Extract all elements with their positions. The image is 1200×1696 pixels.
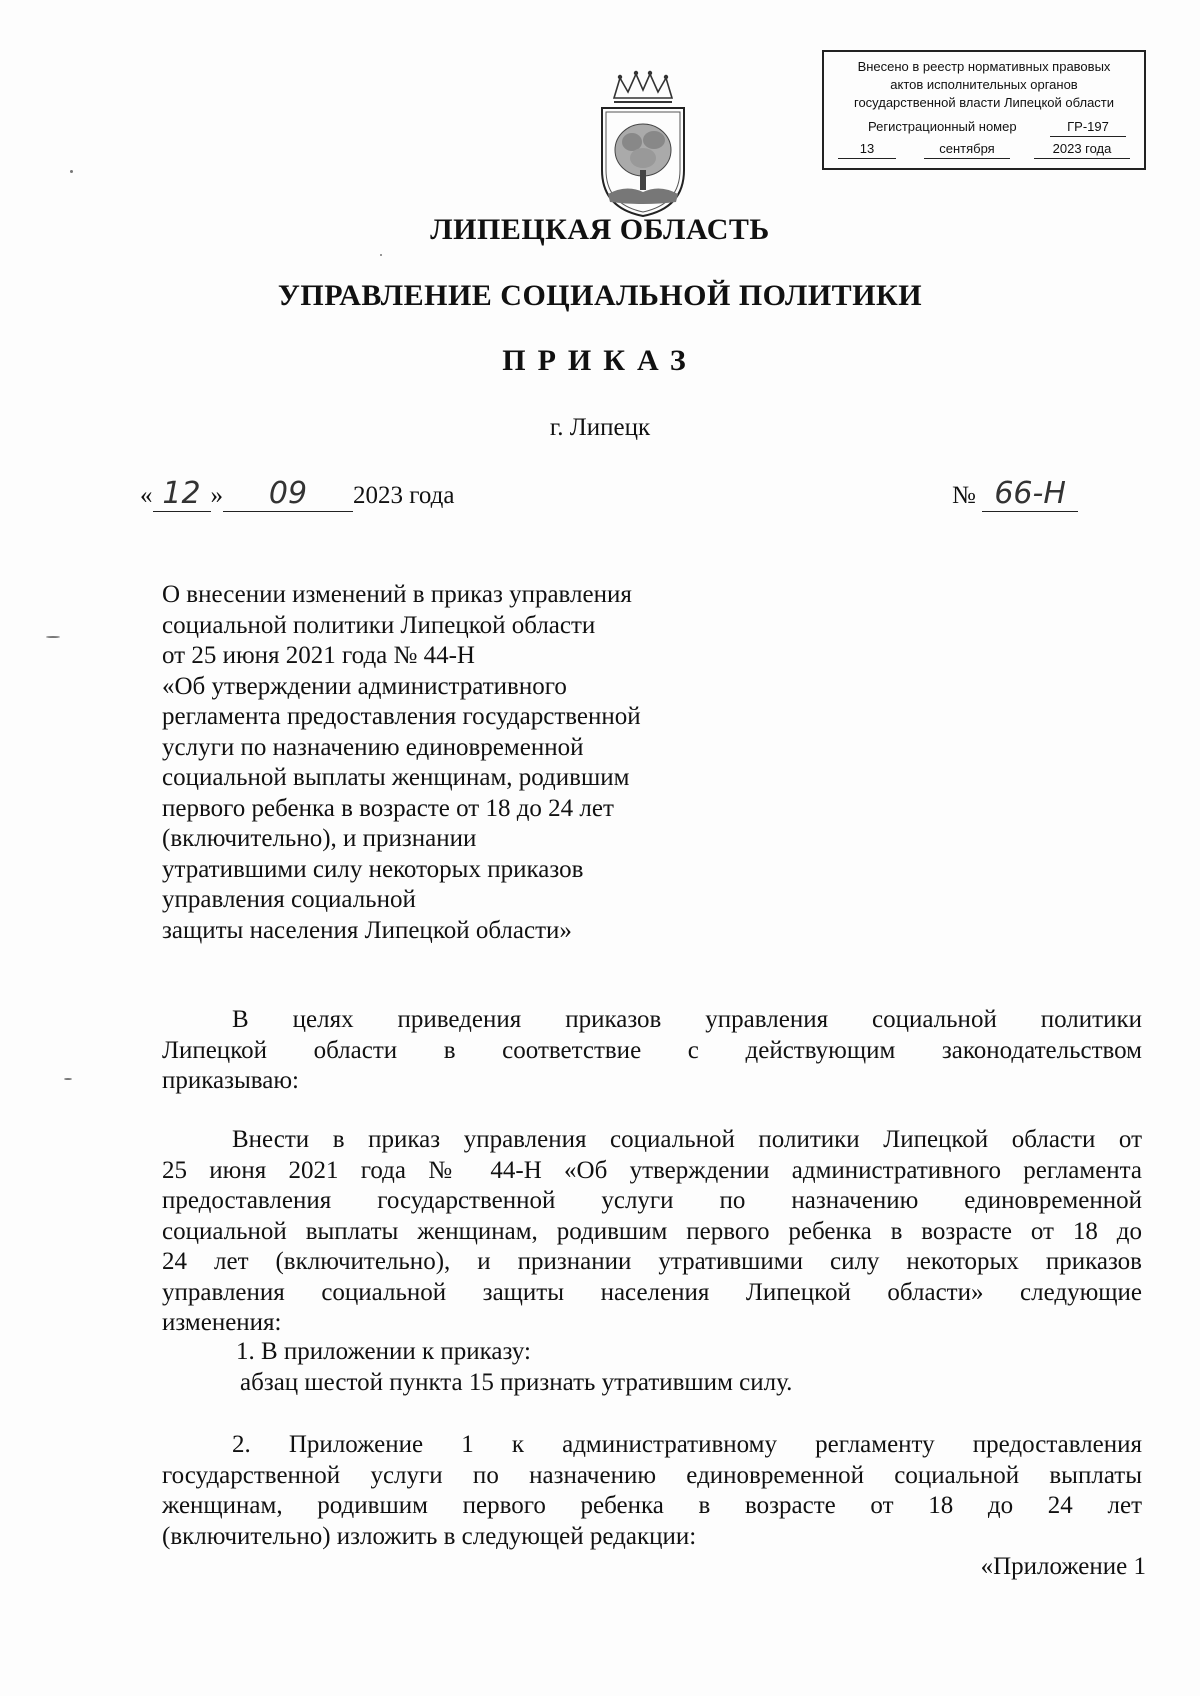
paragraph-line: государственной услуги по назначению единовременной социальной выплаты [162, 1461, 1142, 1489]
paragraph-line: В целях приведения приказов управления социальной политики [232, 1006, 1142, 1033]
order-number [952, 476, 1078, 512]
subject-line: регламента предоставления государственной [162, 703, 641, 730]
region-title: ЛИПЕЦКАЯ ОБЛАСТЬ [430, 213, 770, 246]
paragraph-line: 24 лет (включительно), и признании утратившими силу некоторых приказов [162, 1248, 1142, 1275]
scan-speck [64, 1078, 72, 1080]
item-2-paragraph [162, 1430, 1142, 1552]
paragraph-line: Внести в приказ управления социальной политики Липецкой области от [232, 1126, 1142, 1153]
registry-month: сентября [924, 140, 1010, 159]
paragraph-line: изменения: [162, 1309, 282, 1336]
paragraph-line: приказываю: [162, 1067, 299, 1094]
date-year: 2023 года [353, 482, 455, 509]
date-open-quote: « [140, 482, 153, 509]
paragraph-line: предоставления государственной услуги по назначению единовременной [162, 1187, 1142, 1214]
paragraph-line: 2. Приложение 1 к административному регламенту предоставления [232, 1431, 1142, 1458]
paragraph-line: управления социальной защиты населения Липецкой области» следующие [162, 1278, 1142, 1306]
registry-day: 13 [838, 140, 896, 159]
paragraph-line: 25 июня 2021 года № 44-Н «Об утверждении административного регламента [162, 1156, 1142, 1184]
registry-line-1: Внесено в реестр нормативных правовых [857, 59, 1111, 74]
subject-line: (включительно), и признании [162, 825, 477, 852]
subject-line: социальной выплаты женщинам, родившим [162, 764, 630, 791]
number-sign: № [952, 482, 976, 509]
subject-line: от 25 июня 2021 года № 44-Н [162, 642, 475, 669]
coat-of-arms-icon [596, 70, 690, 218]
subject-line: управления социальной [162, 886, 416, 913]
subject-line: социальной политики Липецкой области [162, 611, 596, 639]
appendix-label: «Приложение 1 [980, 1553, 1146, 1580]
scan-speck [46, 636, 60, 638]
date-close-quote: » [210, 482, 223, 509]
main-paragraph [162, 1125, 1142, 1339]
scan-speck [380, 254, 382, 256]
registry-number-label: Регистрационный номер [868, 119, 1017, 134]
paragraph-line: женщинам, родившим первого ребенка в возрасте от 18 до 24 лет [162, 1492, 1142, 1519]
number-value: 66-Н [982, 476, 1078, 512]
item-1: 1. В приложении к приказу: [236, 1338, 531, 1365]
paragraph-line: социальной выплаты женщинам, родившим первого ребенка в возрасте от 18 до [162, 1217, 1142, 1245]
paragraph-line: (включительно) изложить в следующей редакции: [162, 1522, 697, 1550]
department-title: УПРАВЛЕНИЕ СОЦИАЛЬНОЙ ПОЛИТИКИ [277, 279, 923, 312]
registry-line-2: актов исполнительных органов [890, 77, 1078, 92]
scan-speck [70, 170, 73, 173]
item-1-sub: абзац шестой пункта 15 признать утратившим силу. [240, 1369, 793, 1396]
document-type-title: ПРИКАЗ [502, 344, 698, 377]
subject-line: защиты населения Липецкой области» [162, 916, 572, 944]
subject-line: «Об утверждении административного [162, 672, 567, 700]
registry-number: ГР-197 [1050, 118, 1126, 137]
order-subject [162, 580, 762, 946]
subject-line: О внесении изменений в приказ управления [162, 581, 632, 608]
subject-line: услуги по назначению единовременной [162, 733, 584, 761]
subject-line: первого ребенка в возрасте от 18 до 24 лет [162, 794, 614, 822]
subject-line: утратившими силу некоторых приказов [162, 855, 584, 883]
preamble-paragraph [162, 1005, 1142, 1097]
registry-stamp [822, 50, 1146, 170]
order-date [140, 476, 454, 512]
paragraph-line: Липецкой области в соответствие с действующим законодательством [162, 1036, 1142, 1064]
registry-year: 2023 года [1034, 140, 1130, 159]
registry-line-3: государственной власти Липецкой области [853, 95, 1115, 110]
date-month: 09 [223, 476, 353, 512]
date-day: 12 [153, 476, 211, 512]
city-label: г. Липецк [549, 414, 651, 441]
